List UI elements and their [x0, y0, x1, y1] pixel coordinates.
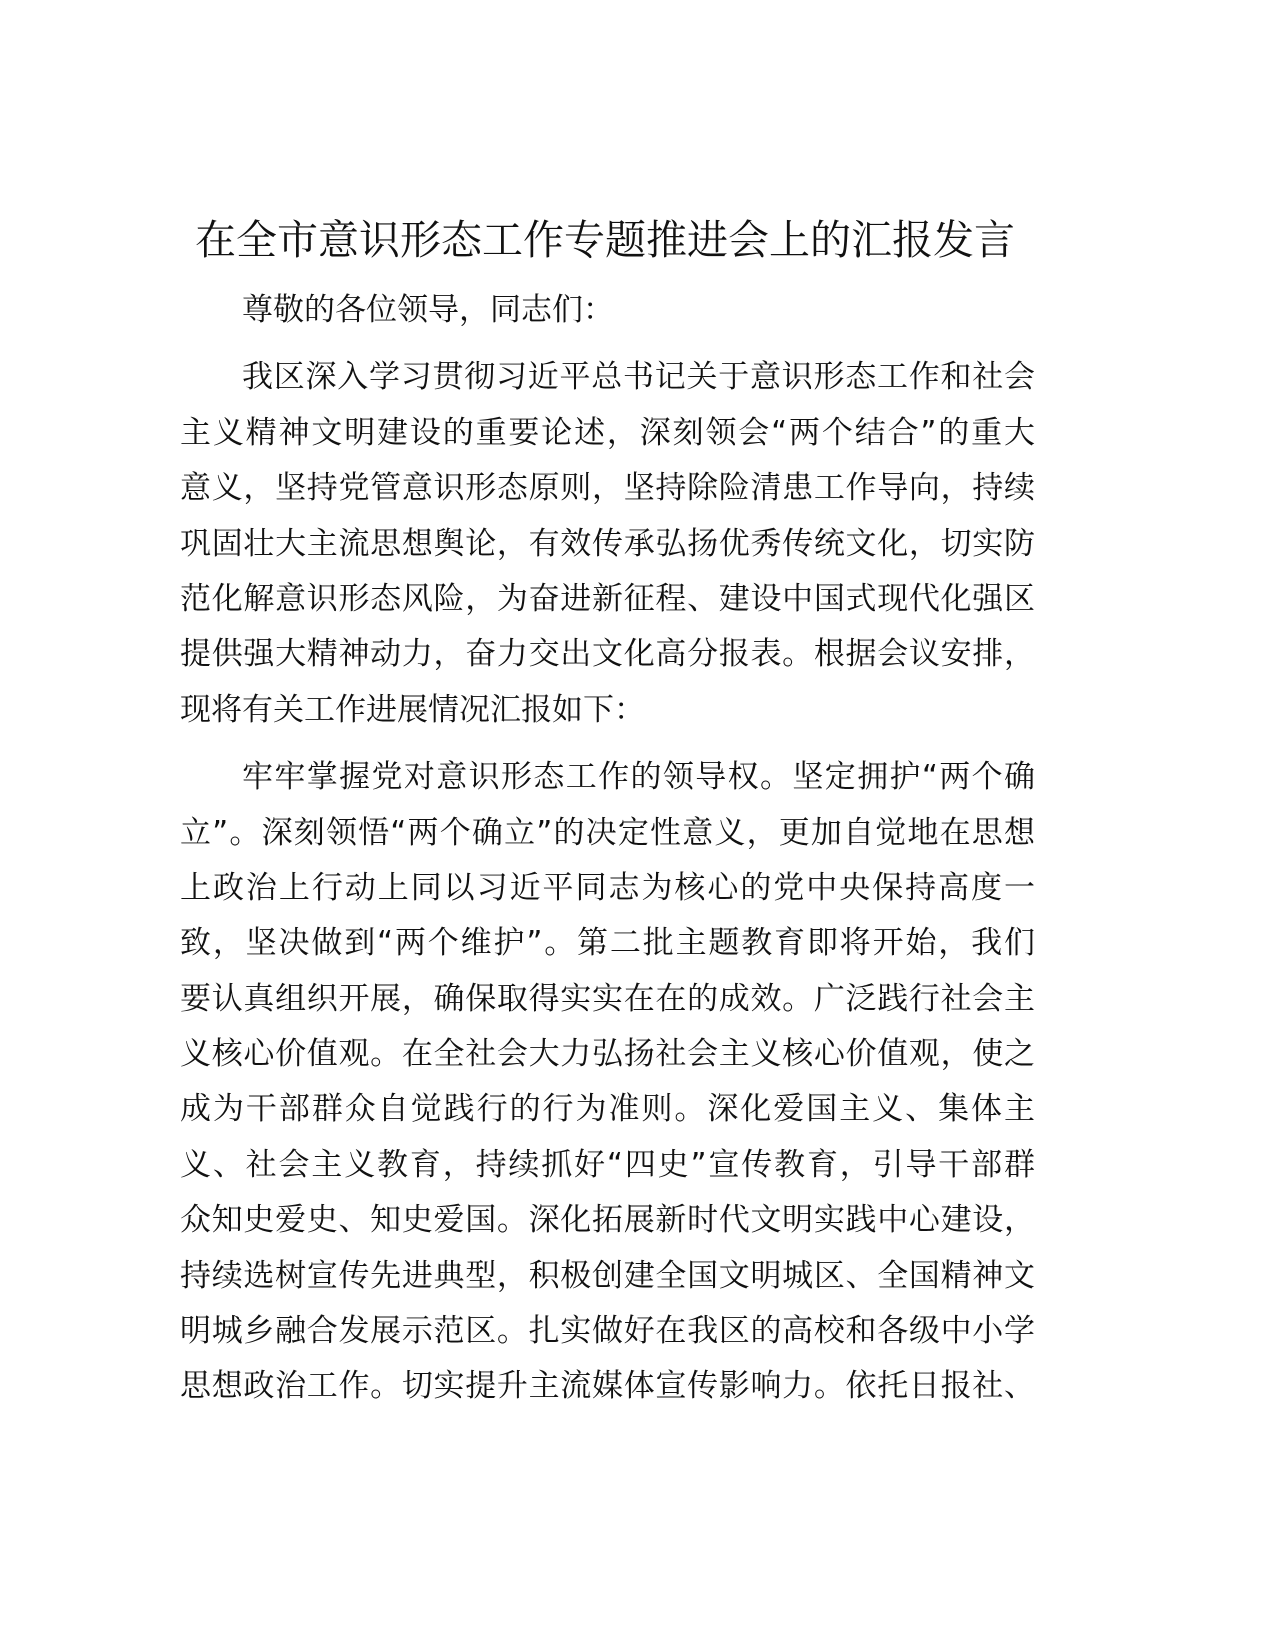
paragraph [180, 350, 1035, 738]
paragraphs [180, 350, 1035, 1414]
salutation-paragraph [180, 283, 1035, 338]
text-line: 立”。深刻领悟“两个确立”的决定性意义，更加自觉地在思想 [180, 814, 1035, 851]
text-line: 致，坚决做到“两个维护”。第二批主题教育即将开始，我们 [180, 925, 1035, 962]
text-line: 提供强大精神动力，奋力交出文化高分报表。根据会议安排， [180, 636, 1035, 673]
text-line: 要认真组织开展，确保取得实实在在的成效。广泛践行社会主 [180, 980, 1035, 1017]
text-line: 众知史爱史、知史爱国。深化拓展新时代文明实践中心建设， [180, 1202, 1035, 1239]
text-line: 上政治上行动上同以习近平同志为核心的党中央保持高度一 [180, 869, 1035, 906]
text-line: 思想政治工作。切实提升主流媒体宣传影响力。依托日报社、 [180, 1368, 1035, 1405]
text-line: 明城乡融合发展示范区。扎实做好在我区的高校和各级中小学 [180, 1313, 1035, 1350]
text-line: 牢牢掌握党对意识形态工作的领导权。坚定拥护“两个确 [242, 759, 1035, 796]
document-title: 在全市意识形态工作专题推进会上的汇报发言 [195, 216, 1015, 264]
text-line: 我区深入学习贯彻习近平总书记关于意识形态工作和社会 [242, 359, 1035, 396]
text-line: 范化解意识形态风险，为奋进新征程、建设中国式现代化强区 [180, 580, 1035, 617]
text-line: 持续选树宣传先进典型，积极创建全国文明城区、全国精神文 [180, 1257, 1035, 1294]
paragraph [180, 750, 1035, 1415]
text-line: 巩固壮大主流思想舆论，有效传承弘扬优秀传统文化，切实防 [180, 525, 1035, 562]
salutation: 尊敬的各位领导，同志们： [242, 292, 614, 328]
text-line: 义核心价值观。在全社会大力弘扬社会主义核心价值观，使之 [180, 1036, 1035, 1073]
text-line: 意义，坚持党管意识形态原则，坚持除险清患工作导向，持续 [180, 470, 1035, 507]
text-line: 现将有关工作进展情况汇报如下： [180, 691, 645, 728]
text-line: 成为干部群众自觉践行的行为准则。深化爱国主义、集体主 [180, 1091, 1035, 1128]
text-line: 主义精神文明建设的重要论述，深刻领会“两个结合”的重大 [180, 414, 1035, 451]
text-line: 义、社会主义教育，持续抓好“四史”宣传教育，引导干部群 [180, 1146, 1035, 1183]
document-body [180, 283, 1035, 1427]
